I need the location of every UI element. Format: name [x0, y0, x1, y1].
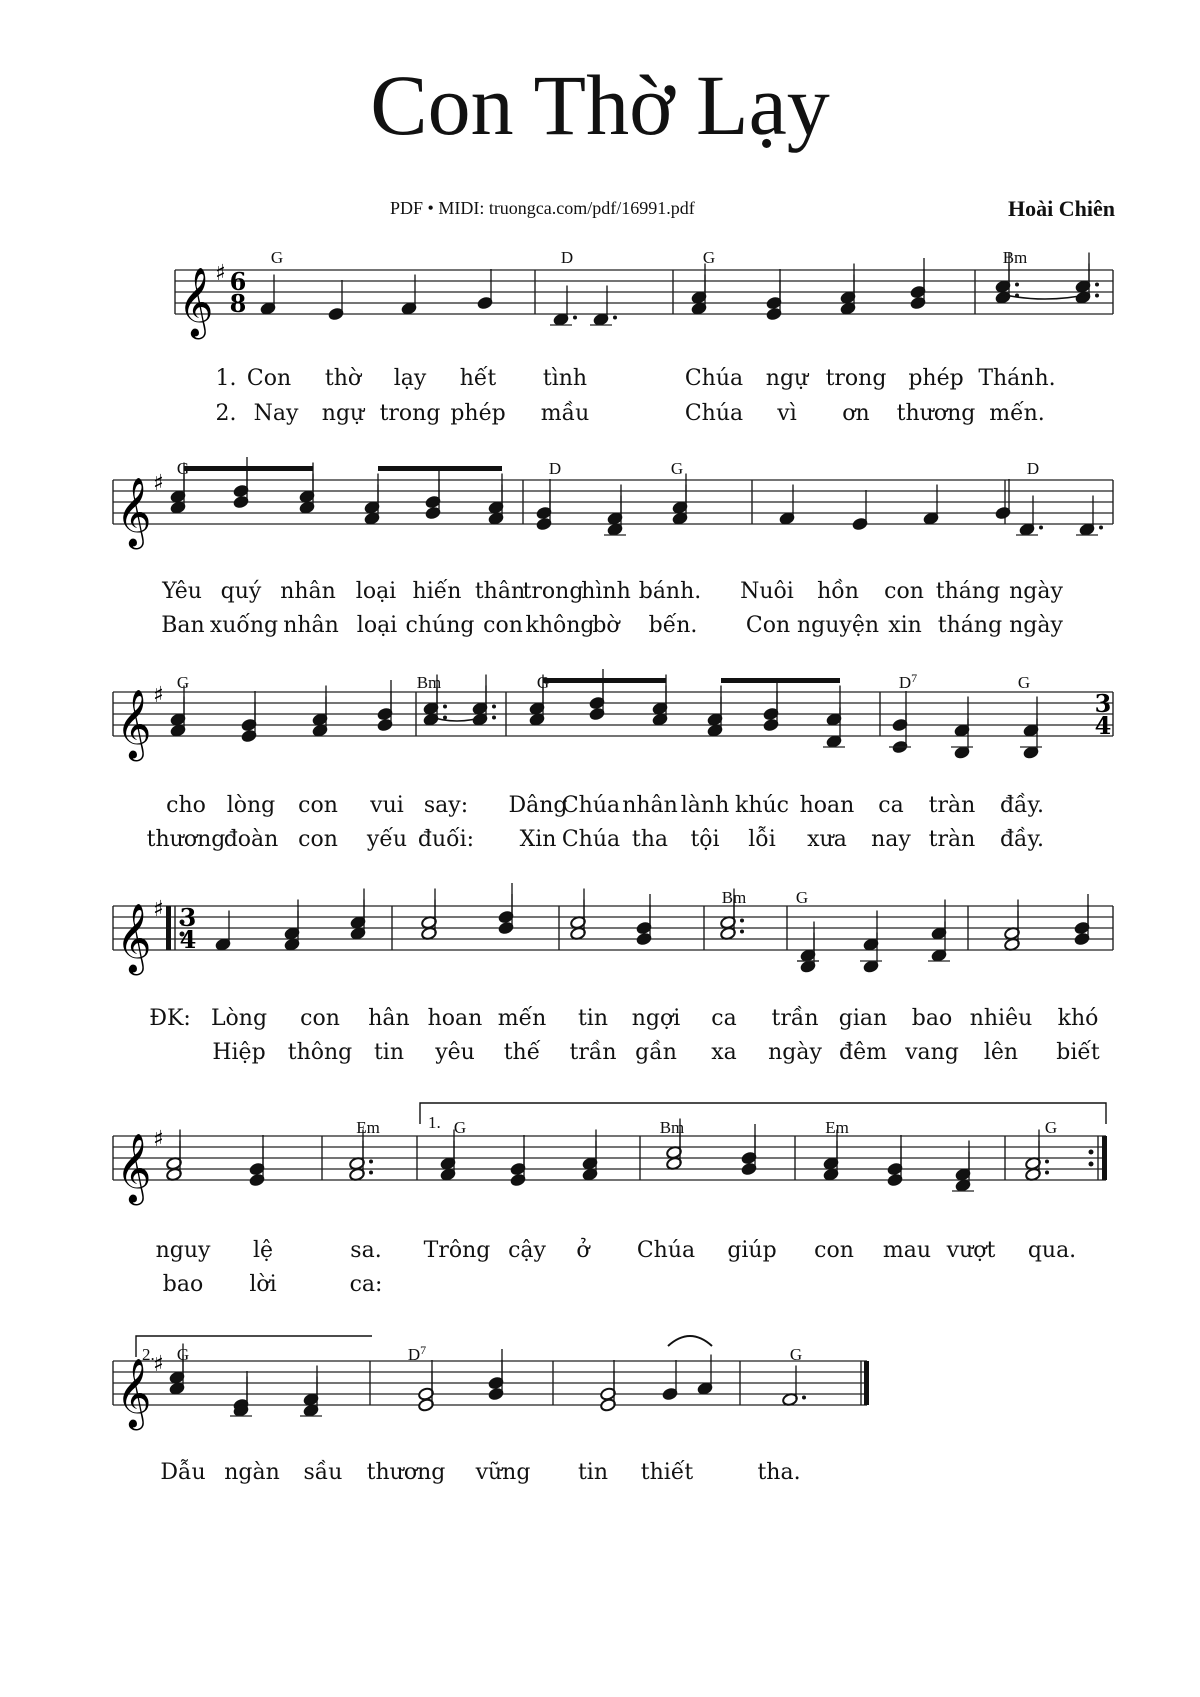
lyric-syllable: 1.: [215, 366, 237, 391]
repeat-dot: [1089, 1162, 1094, 1167]
lyric-syllable: lành: [680, 793, 730, 818]
chord-symbol: D: [560, 248, 574, 267]
chord-symbol: G: [702, 248, 716, 267]
chord-symbol: G: [795, 888, 809, 907]
lyric-syllable: ở: [576, 1238, 590, 1263]
lyric-syllable: đầy.: [999, 827, 1045, 852]
repeat-end-barline: [1102, 1136, 1107, 1180]
treble-clef-icon: 𝄞: [116, 1358, 152, 1428]
lyric-syllable: Xin: [519, 827, 557, 852]
lyric-syllable: thân: [474, 579, 526, 604]
lyric-syllable: con: [884, 579, 924, 604]
chord-symbol: $D^7$: [898, 671, 918, 692]
lyric-syllable: vượt: [946, 1238, 996, 1263]
lyric-syllable: 2.: [215, 401, 237, 426]
lyric-syllable: đêm: [839, 1040, 887, 1065]
lyric-syllable: Con: [246, 366, 292, 391]
chord-symbol: G: [789, 1345, 803, 1364]
lyric-syllable: nhân: [283, 613, 339, 638]
lyric-syllable: yếu: [366, 827, 408, 852]
lyric-syllable: hiến: [412, 579, 462, 604]
slur: [668, 1336, 712, 1346]
time-signature: 4: [179, 925, 197, 954]
note-dot: [1095, 283, 1099, 287]
lyric-syllable: Dâng: [508, 793, 568, 818]
lyric-syllable: lạy: [393, 366, 427, 391]
lyric-syllable: đoàn: [223, 827, 279, 852]
lyric-syllable: nguy: [155, 1238, 211, 1263]
chord-symbol: G: [536, 673, 550, 692]
lyric-syllable: vì: [777, 401, 797, 426]
lyric-syllable: ngàn: [224, 1460, 280, 1485]
lyric-syllable: hoan: [427, 1006, 483, 1031]
sharp-icon: ♯: [153, 683, 164, 708]
lyric-syllable: gian: [838, 1006, 888, 1031]
chord-symbol: G: [176, 459, 190, 478]
time-signature: 3: [1094, 689, 1112, 718]
lyric-syllable: Hiệp: [212, 1040, 266, 1065]
lyric-syllable: hoan: [799, 793, 855, 818]
volta-number: 2.: [142, 1345, 155, 1364]
chord-symbol: G: [270, 248, 284, 267]
lyric-syllable: ngày: [1009, 579, 1063, 604]
lyric-syllable: lên: [983, 1040, 1019, 1065]
treble-clef-icon: 𝄞: [116, 689, 152, 759]
lyric-syllable: thiết: [640, 1460, 694, 1485]
lyric-syllable: ngày: [768, 1040, 822, 1065]
beam: [378, 466, 502, 471]
lyric-syllable: Chúa: [684, 401, 744, 426]
volta-bracket: [420, 1103, 1106, 1124]
lyric-syllable: ĐK:: [149, 1006, 191, 1031]
lyric-syllable: cậy: [508, 1238, 546, 1263]
lyric-syllable: Dẫu: [160, 1460, 206, 1485]
chord-symbol: G: [670, 459, 684, 478]
lyric-syllable: con: [300, 1006, 340, 1031]
lyric-syllable: quý: [220, 579, 262, 604]
lyric-syllable: ngày: [1009, 613, 1063, 638]
lyric-syllable: Ban: [161, 613, 205, 638]
treble-clef-icon: 𝄞: [116, 477, 152, 547]
lyric-syllable: bao: [162, 1272, 204, 1297]
lyric-syllable: ngự: [321, 401, 365, 426]
chord-symbol: $D^7$: [407, 1343, 427, 1364]
chord-symbol: G: [453, 1118, 467, 1137]
time-signature: 6: [229, 267, 247, 296]
chord-symbol: Bm: [1002, 248, 1028, 267]
lyric-syllable: Con: [745, 613, 791, 638]
lyric-syllable: tháng: [937, 613, 1003, 638]
lyric-syllable: tha: [631, 827, 669, 852]
lyric-syllable: cho: [166, 793, 206, 818]
lyric-syllable: trần: [569, 1040, 617, 1065]
lyric-syllable: chúng: [405, 613, 475, 638]
lyric-syllable: nay: [871, 827, 911, 852]
lyric-syllable: lời: [249, 1272, 277, 1297]
lyric-syllable: Chúa: [684, 366, 744, 391]
time-signature: 4: [1094, 711, 1112, 740]
lyric-syllable: yêu: [435, 1040, 475, 1065]
lyric-syllable: Lòng: [210, 1006, 268, 1031]
lyric-syllable: nhân: [622, 793, 678, 818]
lyric-syllable: tha.: [757, 1460, 801, 1485]
note-dot: [443, 716, 447, 720]
time-signature: 8: [229, 289, 247, 318]
chord-symbol: Bm: [721, 888, 747, 907]
lyric-syllable: trần: [771, 1006, 819, 1031]
lyric-syllable: mầu: [540, 401, 590, 426]
chord-symbol: Bm: [659, 1118, 685, 1137]
lyric-syllable: hình: [581, 579, 631, 604]
lyric-syllable: thế: [503, 1040, 541, 1065]
staff-system: [113, 1344, 869, 1431]
note-dot: [1015, 283, 1019, 287]
lyric-syllable: trong: [379, 401, 441, 426]
sharp-icon: ♯: [153, 471, 164, 496]
song-title: Con Thờ Lạy: [370, 57, 830, 153]
lyric-syllable: trong: [522, 579, 584, 604]
lyric-syllable: thờ: [324, 366, 362, 391]
lyric-syllable: Yêu: [162, 579, 202, 604]
lyric-syllable: bến.: [648, 613, 698, 638]
note-dot: [369, 1171, 373, 1175]
lyric-syllable: Trông: [423, 1238, 491, 1263]
chord-symbol: G: [1017, 673, 1031, 692]
lyric-syllable: Thánh.: [978, 366, 1056, 391]
note-dot: [1045, 1171, 1049, 1175]
lyric-syllable: xuống: [209, 613, 279, 638]
lyric-syllable: tin: [577, 1460, 609, 1485]
lyric-syllable: khúc: [735, 793, 789, 818]
lyric-syllable: không: [525, 613, 595, 638]
chord-symbol: D: [548, 459, 562, 478]
sharp-icon: ♯: [153, 1127, 164, 1152]
sharp-icon: ♯: [153, 897, 164, 922]
note-dot: [573, 316, 577, 320]
lyric-syllable: ca: [878, 793, 904, 818]
chord-symbol: G: [1044, 1118, 1058, 1137]
lyric-syllable: loại: [356, 613, 398, 638]
lyric-syllable: tràn: [928, 793, 976, 818]
lyric-syllable: biết: [1056, 1040, 1100, 1065]
lyric-syllable: bánh.: [638, 579, 702, 604]
lyric-syllable: gần: [635, 1040, 677, 1065]
lyric-syllable: nhân: [280, 579, 336, 604]
chord-symbol: Em: [825, 1118, 849, 1137]
lyric-syllable: tin: [577, 1006, 609, 1031]
note-dot: [740, 919, 744, 923]
lyric-syllable: trong: [825, 366, 887, 391]
lyric-syllable: thương: [366, 1460, 446, 1485]
lyric-syllable: khó: [1057, 1006, 1099, 1031]
lyric-syllable: tin: [373, 1040, 405, 1065]
treble-clef-icon: 𝄞: [116, 1133, 152, 1203]
lyric-syllable: tràn: [928, 827, 976, 852]
lyric-syllable: vang: [905, 1040, 959, 1065]
lyric-syllable: vững: [475, 1460, 531, 1485]
lyric-syllable: đuối:: [417, 827, 475, 852]
note-dot: [613, 316, 617, 320]
lyric-syllable: hết: [459, 366, 497, 391]
repeat-dot: [1089, 1150, 1094, 1155]
lyric-syllable: Nuôi: [740, 579, 794, 604]
lyric-syllable: Nay: [253, 401, 299, 426]
lyric-syllable: lỗi: [748, 827, 776, 852]
beam: [721, 678, 840, 683]
composer-name: Hoài Chiên: [1008, 196, 1115, 221]
treble-clef-icon: 𝄞: [178, 267, 214, 337]
lyric-syllable: ngợi: [631, 1006, 681, 1031]
note-dot: [492, 705, 496, 709]
lyric-syllable: lệ: [252, 1238, 274, 1263]
lyric-syllable: thương: [146, 827, 226, 852]
lyric-syllable: thương: [896, 401, 976, 426]
sharp-icon: ♯: [153, 1352, 164, 1377]
lyric-syllable: mến: [497, 1006, 547, 1031]
lyric-syllable: tội: [690, 827, 720, 852]
lyric-syllable: con: [298, 827, 338, 852]
lyric-syllable: phép: [908, 366, 964, 391]
chord-symbol: D: [1026, 459, 1040, 478]
chord-symbol: G: [176, 673, 190, 692]
lyric-syllable: thông: [287, 1040, 353, 1065]
lyric-syllable: xin: [888, 613, 922, 638]
sharp-icon: ♯: [215, 261, 226, 286]
note-dot: [1045, 1160, 1049, 1164]
lyric-syllable: Chúa: [636, 1238, 696, 1263]
volta-bracket: [136, 1336, 372, 1357]
lyric-syllable: xa: [711, 1040, 737, 1065]
lyric-syllable: con: [298, 793, 338, 818]
lyric-syllable: lòng: [226, 793, 276, 818]
chord-symbol: Em: [356, 1118, 380, 1137]
lyric-syllable: con: [483, 613, 523, 638]
staff-system: [113, 883, 1113, 975]
lyric-syllable: hồn: [817, 579, 859, 604]
note-dot: [802, 1396, 806, 1400]
final-barline: [864, 1361, 869, 1405]
lyric-syllable: qua.: [1027, 1238, 1077, 1263]
lyric-syllable: giúp: [727, 1238, 777, 1263]
lyric-syllable: ơn: [842, 401, 870, 426]
lyric-syllable: mau: [882, 1238, 932, 1263]
lyric-syllable: con: [814, 1238, 854, 1263]
note-dot: [443, 705, 447, 709]
lyric-syllable: ca: [711, 1006, 737, 1031]
lyric-syllable: nguyện: [796, 613, 880, 638]
lyric-syllable: vui: [370, 793, 404, 818]
repeat-start-barline: [166, 906, 171, 950]
lyric-syllable: đầy.: [999, 793, 1045, 818]
note-dot: [1039, 526, 1043, 530]
note-dot: [740, 930, 744, 934]
beam: [543, 678, 666, 683]
lyric-syllable: mến.: [989, 401, 1045, 426]
staff-system: [175, 253, 1113, 340]
lyric-syllable: Chúa: [561, 827, 621, 852]
lyric-syllable: nhiêu: [969, 1006, 1033, 1031]
note-dot: [1095, 294, 1099, 298]
lyric-syllable: Chúa: [561, 793, 621, 818]
treble-clef-icon: 𝄞: [116, 903, 152, 973]
note-dot: [369, 1160, 373, 1164]
source-link[interactable]: PDF • MIDI: truongca.com/pdf/16991.pdf: [390, 198, 695, 218]
staff-system: [113, 1119, 1107, 1206]
lyric-syllable: sầu: [303, 1460, 343, 1485]
lyric-syllable: ngự: [765, 366, 809, 391]
lyric-syllable: ca:: [349, 1272, 383, 1297]
lyric-syllable: tháng: [935, 579, 1001, 604]
chord-symbol: Bm: [416, 673, 442, 692]
note-dot: [492, 716, 496, 720]
lyric-syllable: phép: [450, 401, 506, 426]
volta-number: 1.: [428, 1113, 441, 1132]
lyric-syllable: bờ: [592, 613, 620, 638]
lyric-syllable: hân: [368, 1006, 410, 1031]
chord-symbol: G: [176, 1345, 190, 1364]
lyric-syllable: bao: [911, 1006, 953, 1031]
lyric-syllable: say:: [423, 793, 469, 818]
note-dot: [1099, 526, 1103, 530]
lyric-syllable: tình: [542, 366, 588, 391]
lyric-syllable: sa.: [350, 1238, 382, 1263]
time-signature: 3: [179, 903, 197, 932]
beam: [184, 466, 313, 471]
lyric-syllable: xưa: [807, 827, 847, 852]
lyric-syllable: loại: [355, 579, 397, 604]
